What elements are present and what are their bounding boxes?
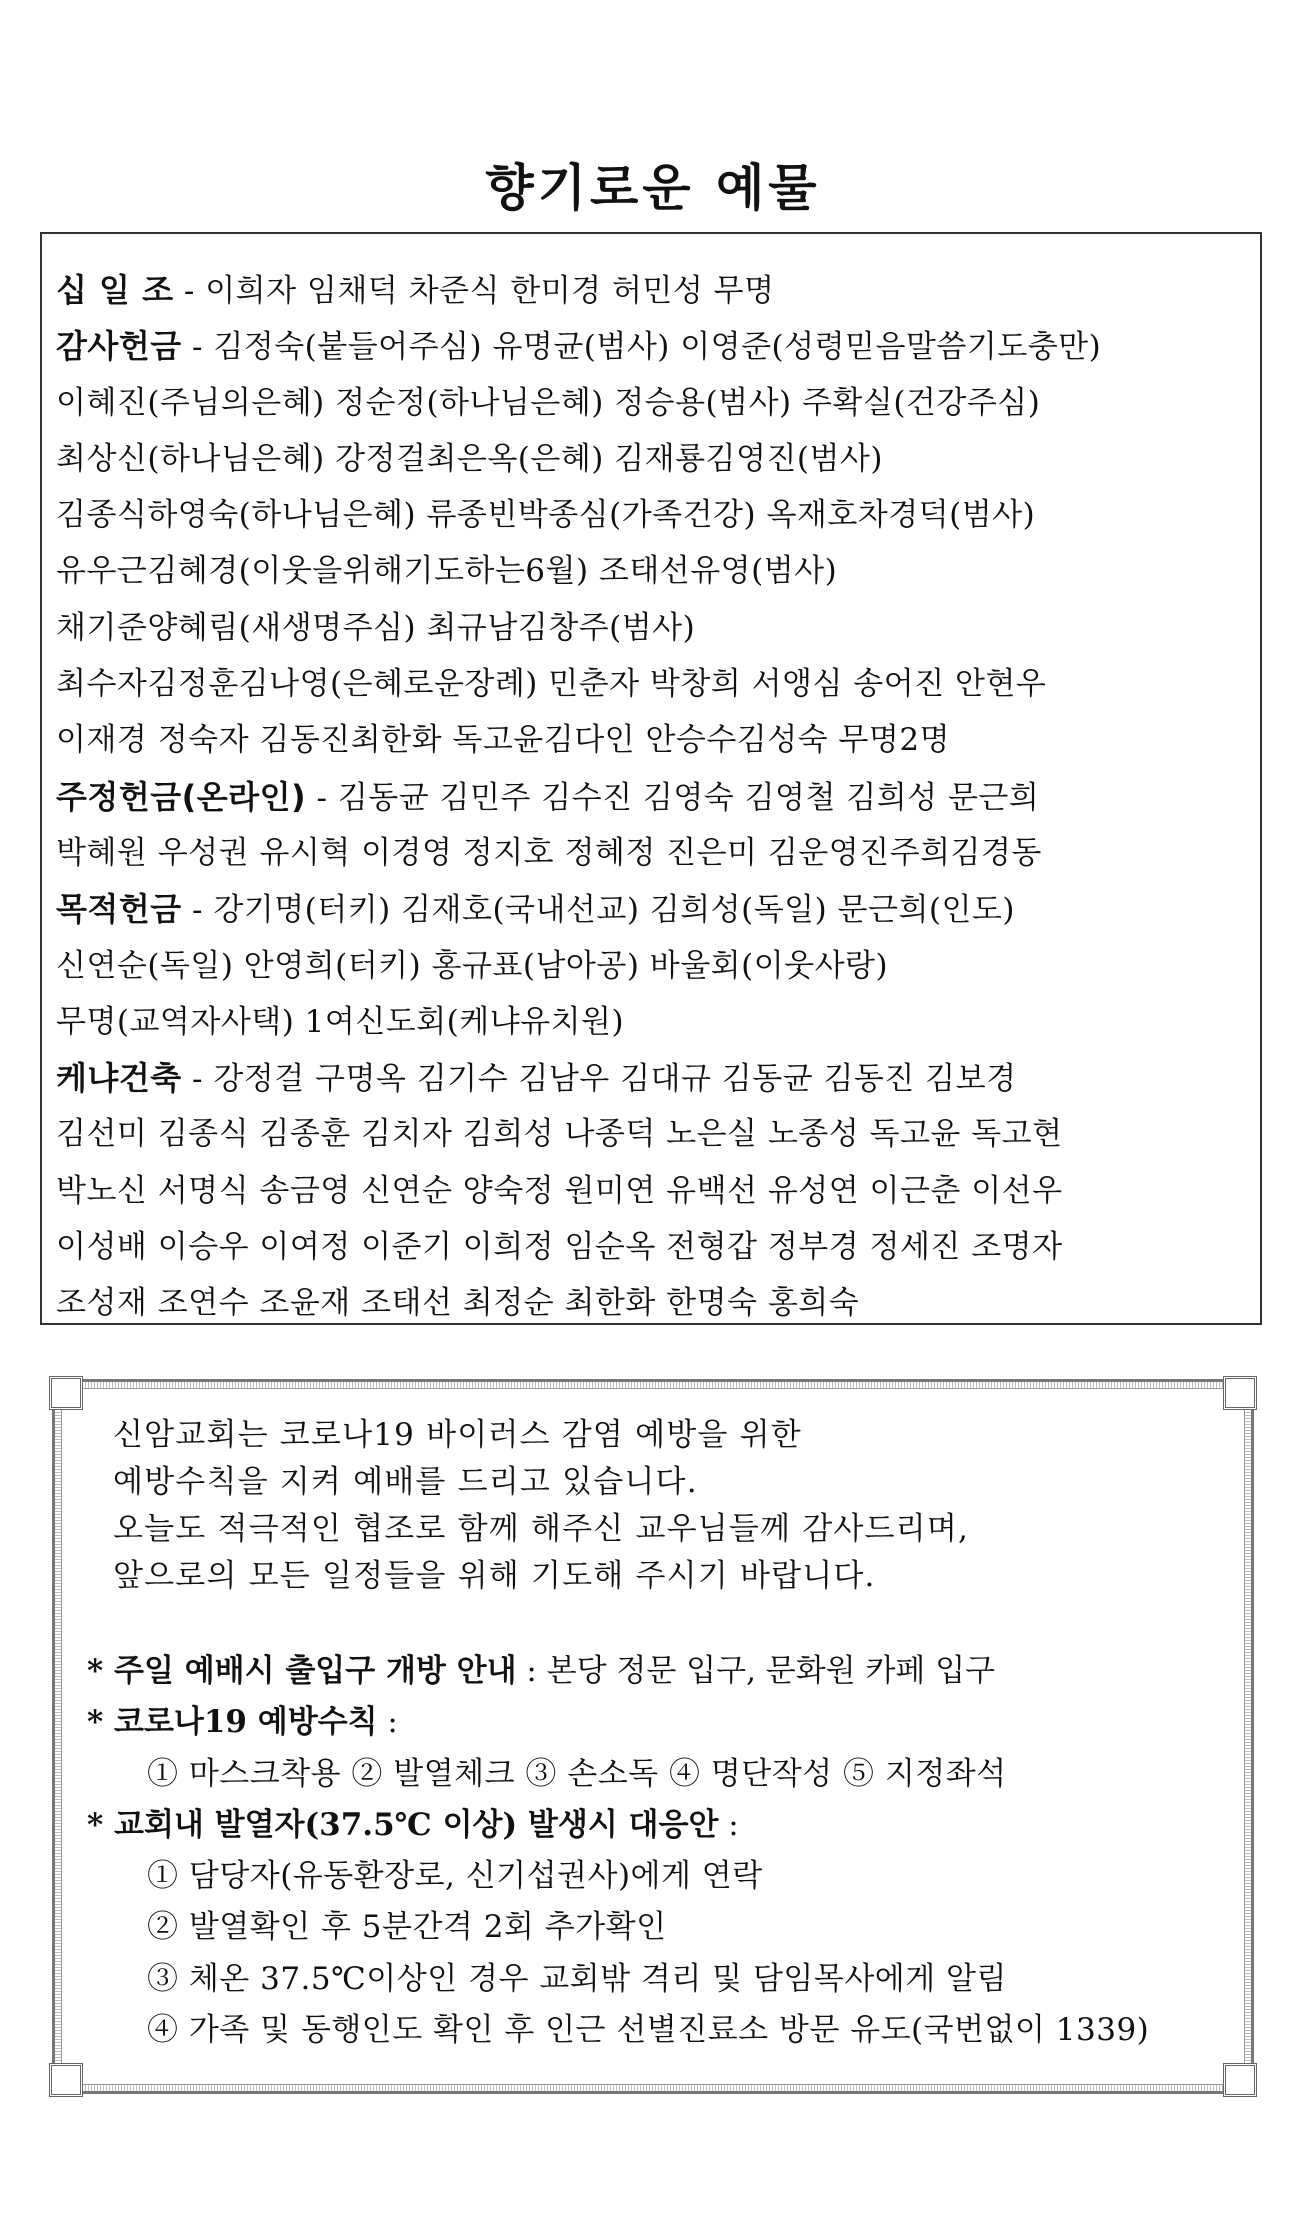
- intro-line: 오늘도 적극적인 협조로 함께 해주신 교우님들께 감사드리며,: [113, 1511, 970, 1547]
- notice-rules: [87, 1646, 1149, 2056]
- entrance-text: : 본당 정문 입구, 문화원 카페 입구: [516, 1653, 996, 1689]
- fever-step: ③ 체온 37.5℃이상인 경우 교회밖 격리 및 담임목사에게 알림: [147, 1960, 1007, 1997]
- offering-text: 최상신(하나님은혜) 강정걸최은옥(은혜) 김재룡김영진(범사): [56, 440, 883, 477]
- offerings-box: [40, 232, 1262, 1325]
- offering-text: 유우근김혜경(이웃을위해기도하는6월) 조태선유영(범사): [56, 553, 838, 590]
- offering-text: 김종식하영숙(하나님은혜) 류종빈박종심(가족건강) 옥재호차경덕(범사): [56, 497, 1036, 534]
- page-title: 향기로운 예물: [485, 159, 821, 217]
- offering-text: 김선미 김종식 김종훈 김치자 김희성 나종덕 노은실 노종성 독고윤 독고현: [56, 1116, 1063, 1153]
- frame-corner-ornament: [49, 1376, 83, 1410]
- prevention-rules: [87, 1697, 1149, 1748]
- offering-line: [56, 1275, 1260, 1331]
- offering-text: - 김정숙(붙들어주심) 유명균(범사) 이영준(성령믿음말씀기도충만): [181, 329, 1102, 366]
- fever-step: ① 담당자(유동환장로, 신기섭권사)에게 연락: [147, 1858, 763, 1895]
- offering-line: [56, 431, 1260, 487]
- offering-line: [56, 375, 1260, 431]
- frame-corner-ornament: [49, 2063, 83, 2097]
- frame-corner-ornament: [1223, 2063, 1257, 2097]
- offering-line: [56, 543, 1260, 599]
- offering-text: 이성배 이승우 이여정 이준기 이희정 임순옥 전형갑 정부경 정세진 조명자: [56, 1229, 1063, 1266]
- prevention-colon: :: [377, 1704, 398, 1741]
- offering-text: - 김동균 김민주 김수진 김영숙 김영철 김희성 문근희: [306, 779, 1040, 816]
- category-label: 목적헌금: [56, 890, 182, 929]
- prevention-heading: * 코로나19 예방수칙: [87, 1704, 378, 1741]
- offering-text: - 이희자 임채덕 차준식 한미경 허민성 무명: [173, 273, 775, 309]
- offering-line: [56, 318, 1260, 374]
- offering-line: [56, 994, 1260, 1050]
- offering-line: [56, 1106, 1260, 1162]
- offering-line: [56, 712, 1260, 768]
- intro-line: 앞으로의 모든 일정들을 위해 기도해 주시기 바랍니다.: [113, 1558, 876, 1594]
- offering-text: 무명(교역자사택) 1여신도회(케냐유치원): [56, 1003, 625, 1040]
- offering-text: 박노신 서명식 송금영 신연순 양숙정 원미연 유백선 유성연 이근춘 이선우: [56, 1172, 1063, 1209]
- entrance-heading: * 주일 예배시 출입구 개방 안내: [87, 1653, 517, 1689]
- offering-text: 이재경 정숙자 김동진최한화 독고윤김다인 안승수김성숙 무명2명: [56, 722, 951, 759]
- offering-line: [56, 1219, 1260, 1275]
- offering-line: [56, 1050, 1260, 1106]
- fever-step: ④ 가족 및 동행인도 확인 후 인근 선별진료소 방문 유도(국번없이 1339): [147, 2012, 1150, 2049]
- covid-notice-box: [52, 1379, 1254, 2094]
- category-label: 감사헌금: [56, 327, 182, 366]
- offering-line: [56, 600, 1260, 656]
- offering-line: [56, 1163, 1260, 1219]
- offering-text: 박혜원 우성권 유시혁 이경영 정지호 정혜정 진은미 김운영진주희김경동: [56, 834, 1042, 871]
- intro-line: 신암교회는 코로나19 바이러스 감염 예방을 위한: [113, 1417, 802, 1453]
- category-label: 주정헌금(온라인): [56, 777, 307, 816]
- fever-colon: :: [718, 1806, 739, 1843]
- offering-text: 최수자김정훈김나영(은혜로운장례) 민춘자 박창희 서앵심 송어진 안현우: [56, 666, 1047, 703]
- offering-text: - 강정걸 구명옥 김기수 김남우 김대규 김동균 김동진 김보경: [181, 1061, 1017, 1098]
- entrance-info: [87, 1646, 1149, 1697]
- fever-step: ② 발열확인 후 5분간격 2회 추가확인: [147, 1909, 667, 1946]
- offering-text: 신연순(독일) 안영희(터키) 홍규표(남아공) 바울회(이웃사랑): [56, 947, 889, 984]
- offering-line: [56, 825, 1260, 881]
- offering-text: 이혜진(주님의은혜) 정순정(하나님은혜) 정승용(범사) 주확실(건강주심): [56, 384, 1041, 421]
- prevention-items: ① 마스크착용 ② 발열체크 ③ 손소독 ④ 명단작성 ⑤ 지정좌석: [147, 1755, 1007, 1792]
- offering-line: [56, 881, 1260, 937]
- offering-text: - 강기명(터키) 김재호(국내선교) 김희성(독일) 문근희(인도): [181, 892, 1015, 929]
- category-label: 케냐건축: [56, 1059, 182, 1098]
- fever-heading: * 교회내 발열자(37.5℃ 이상) 발생시 대응안: [87, 1806, 719, 1843]
- notice-intro: [113, 1412, 969, 1600]
- offering-line: [56, 769, 1260, 825]
- offering-line: [56, 938, 1260, 994]
- intro-line: 예방수칙을 지켜 예배를 드리고 있습니다.: [113, 1464, 698, 1500]
- offering-text: 채기준양혜림(새생명주심) 최규남김창주(범사): [56, 609, 696, 646]
- offering-line: [56, 262, 1260, 318]
- offering-line: [56, 487, 1260, 543]
- fever-response: [87, 1800, 1149, 1851]
- category-label: 십 일 조: [56, 271, 174, 309]
- frame-corner-ornament: [1223, 1376, 1257, 1410]
- offering-text: 조성재 조연수 조윤재 조태선 최정순 최한화 한명숙 홍희숙: [56, 1285, 860, 1322]
- offering-line: [56, 656, 1260, 712]
